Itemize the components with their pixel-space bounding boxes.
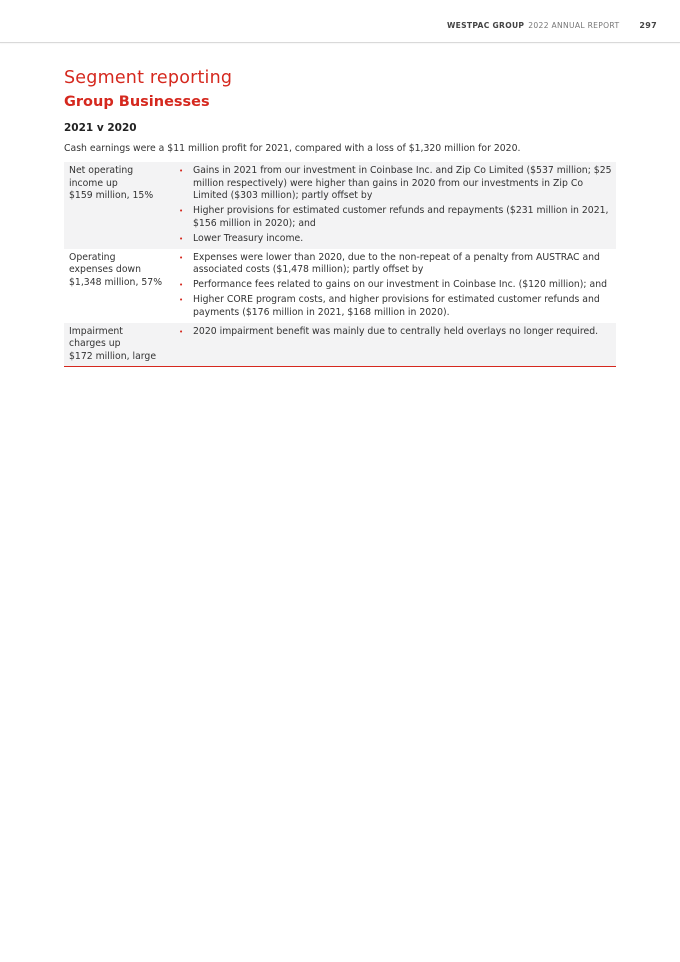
header-brand: WESTPAC GROUP (446, 21, 525, 30)
page-header (0, 0, 680, 43)
bullet-icon: • (179, 281, 184, 290)
row-label (64, 165, 179, 246)
bullet-icon: • (179, 253, 184, 262)
table-row (64, 162, 616, 249)
running-header (447, 21, 657, 30)
page-number: 297 (639, 21, 657, 30)
bullet-list (179, 252, 616, 320)
list-item (179, 205, 616, 230)
row-label-line: $1,348 million, 57% (69, 276, 163, 288)
row-label (64, 326, 179, 364)
results-table (64, 162, 616, 367)
list-item (179, 165, 616, 203)
header-report-title: 2022 ANNUAL REPORT (528, 21, 620, 30)
bullet-icon: • (179, 207, 184, 216)
row-label (64, 252, 179, 320)
row-label-line: Net operating (69, 165, 134, 176)
bullet-list (179, 165, 616, 246)
section-title: Segment reporting (64, 68, 233, 88)
list-item-text: Higher CORE program costs, and higher provisions for estimated customer refunds and payments ($176 million in 2021, $168 million in 2020). (193, 294, 600, 318)
bullet-list (179, 326, 616, 364)
table-row (64, 249, 616, 323)
list-item-text: 2020 impairment benefit was mainly due to centrally held overlays no longer required. (193, 325, 599, 337)
row-label-line: income up (69, 177, 118, 189)
list-item-text: Expenses were lower than 2020, due to the non-repeat of a penalty from AUSTRAC and associated costs ($1,478 million); partly offset by (193, 251, 600, 276)
comparison-period-heading: 2021 v 2020 (64, 122, 137, 134)
list-item (179, 252, 616, 277)
list-item (179, 279, 616, 292)
intro-paragraph: Cash earnings were a $11 million profit for 2021, compared with a loss of $1,320 million for 2020. (64, 143, 521, 154)
section-subtitle: Group Businesses (64, 94, 210, 110)
bullet-icon: • (179, 234, 184, 243)
list-item-text: Gains in 2021 from our investment in Coinbase Inc. and Zip Co Limited ($537 million; $25 million respectively) were higher than gains in 2020 from our investments in Zip Co Limited ($303 million); partly offset by (193, 165, 612, 202)
row-label-line: expenses down (69, 264, 142, 276)
list-item-text: Performance fees related to gains on our investment in Coinbase Inc. ($120 million); and (193, 279, 608, 291)
row-label-line: $172 million, large (69, 350, 157, 362)
list-item (179, 294, 616, 319)
list-item-text: Higher provisions for estimated customer refunds and repayments ($231 million in 2021, $156 million in 2020); and (193, 205, 609, 229)
row-label-line: $159 million, 15% (69, 190, 154, 202)
bullet-icon: • (179, 296, 184, 305)
row-label-line: charges up (69, 338, 121, 350)
table-row (64, 323, 616, 367)
list-item (179, 326, 616, 339)
bullet-icon: • (179, 167, 184, 175)
bullet-icon: • (179, 327, 184, 336)
row-label-line: Impairment (69, 325, 123, 337)
row-label-line: Operating (69, 251, 116, 263)
list-item (179, 233, 616, 246)
list-item-text: Lower Treasury income. (193, 232, 304, 244)
